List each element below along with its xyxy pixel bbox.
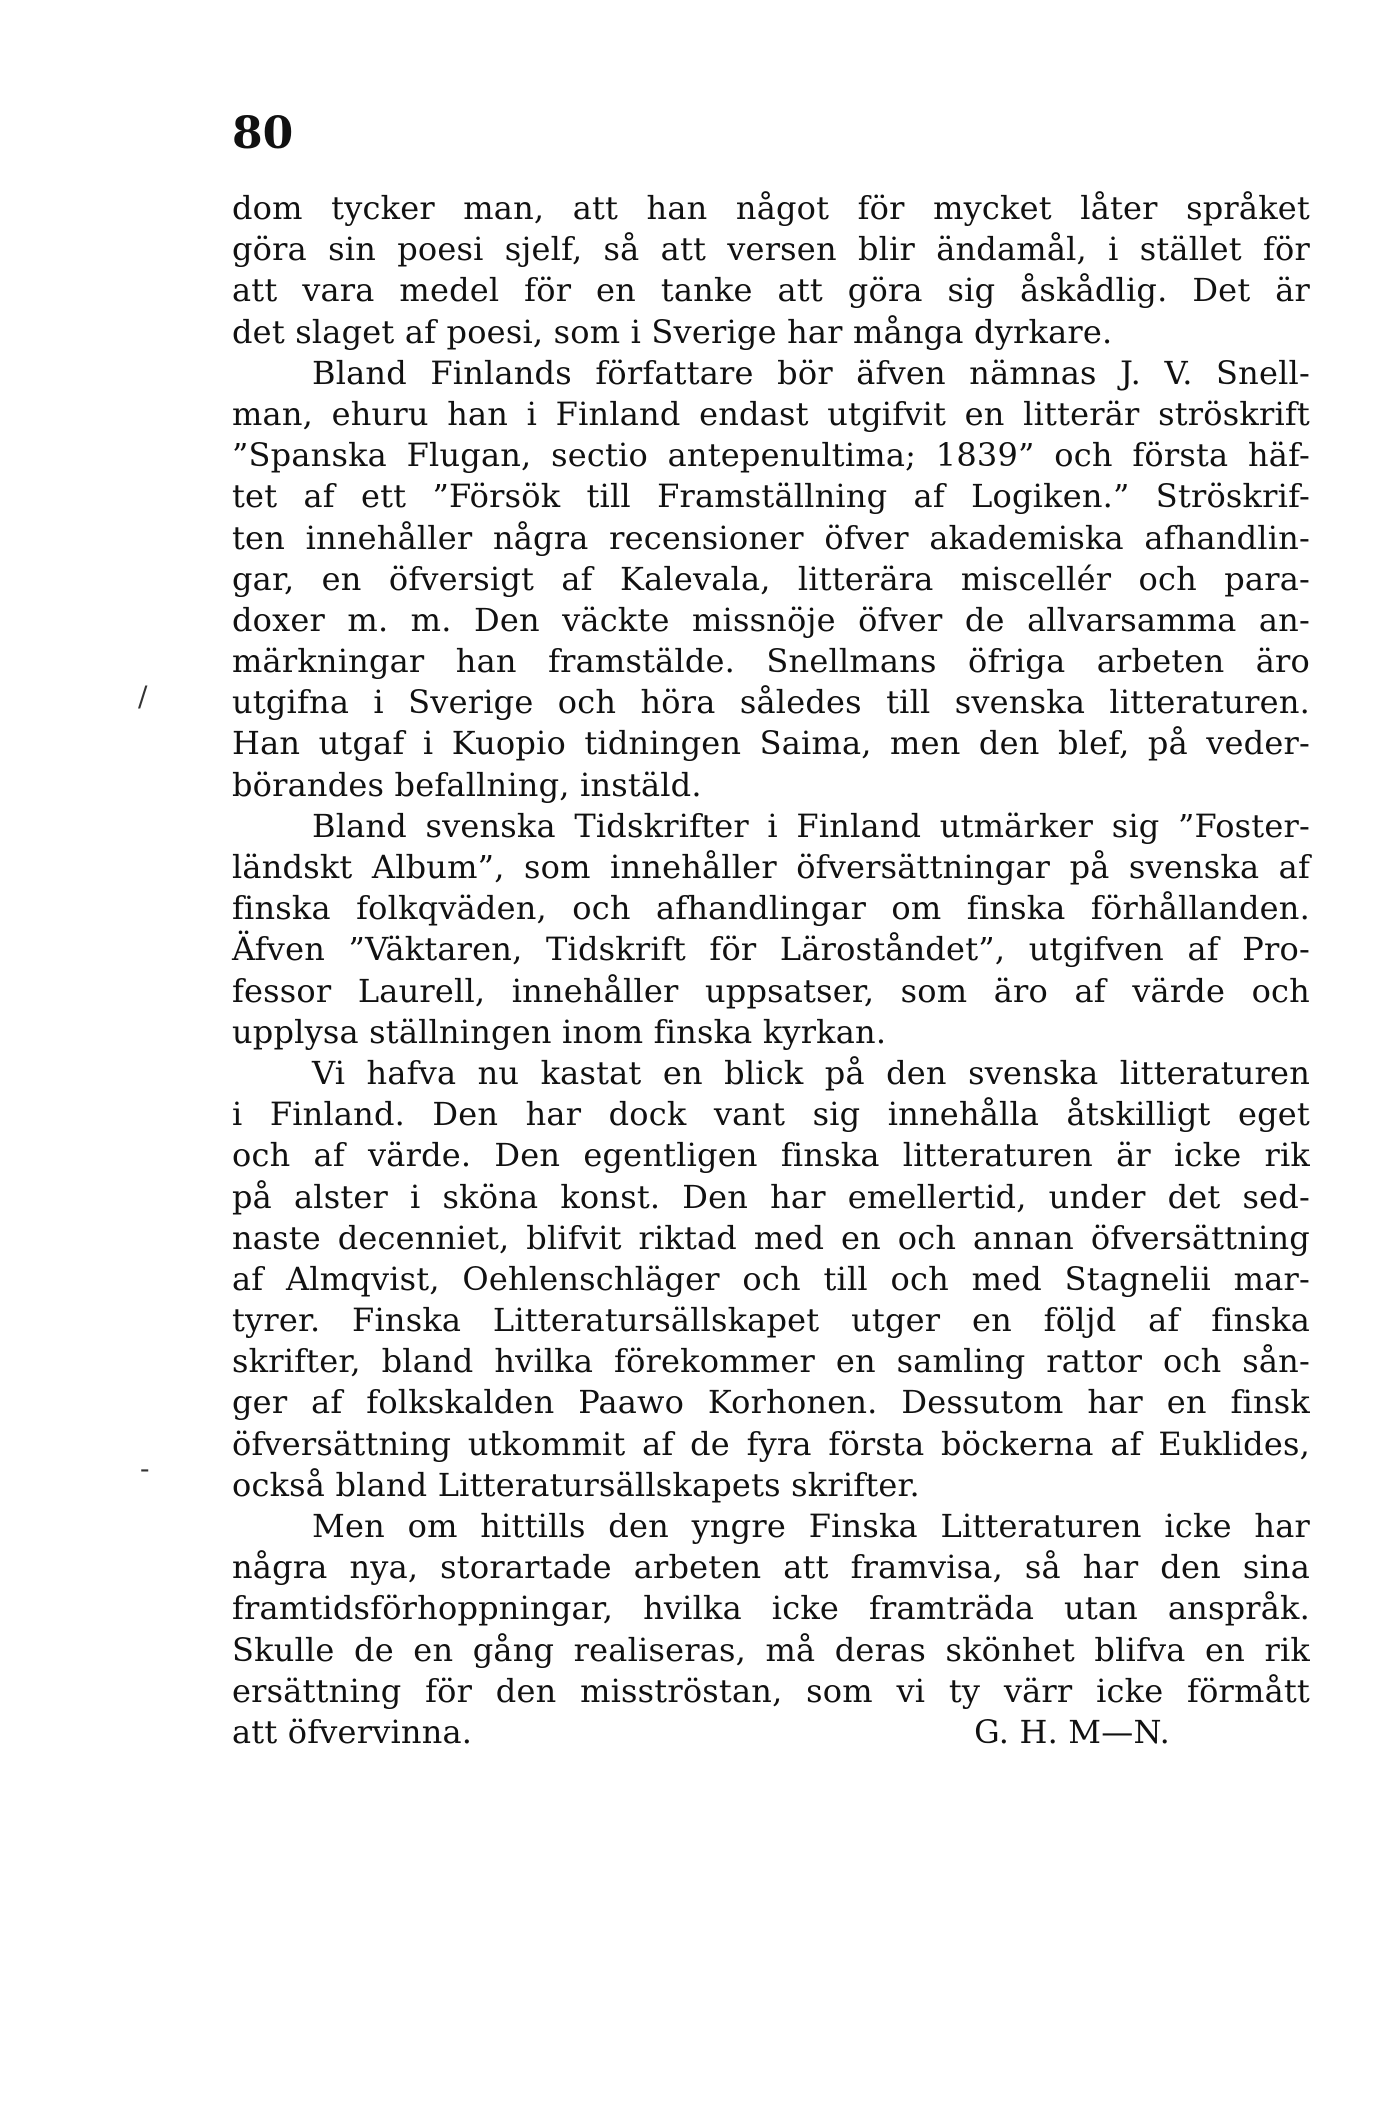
text-line: Men om hittills den yngre Finska Litteraturen icke har bbox=[312, 1507, 1310, 1545]
text-line: fessor Laurell, innehåller uppsatser, som äro af värde och bbox=[232, 971, 1310, 1010]
text-line: skrifter, bland hvilka förekommer en samling rattor och sån- bbox=[232, 1342, 1310, 1381]
text-line: och af värde. Den egentligen finska litteraturen är icke rik bbox=[232, 1136, 1310, 1175]
text-line: att vara medel för en tanke att göra sig åskådlig. Det är bbox=[232, 271, 1310, 310]
text-line: utgifna i Sverige och höra således till svenska litteraturen. bbox=[232, 683, 1310, 722]
text-line: på alster i sköna konst. Den har emellertid, under det sed- bbox=[232, 1177, 1310, 1216]
text-line: i Finland. Den har dock vant sig innehålla åtskilligt eget bbox=[232, 1095, 1310, 1134]
text-line: ländskt Album”, som innehåller öfversättningar på svenska af bbox=[232, 848, 1310, 886]
text-line: ”Spanska Flugan, sectio antepenultima; 1839” och första häf- bbox=[232, 436, 1310, 475]
text-lines bbox=[232, 188, 1310, 1712]
margin-mark-dash: - bbox=[140, 1452, 150, 1485]
text-line: finska folkqväden, och afhandlingar om finska förhållanden. bbox=[232, 889, 1310, 928]
author-signature: G. H. M—N. bbox=[974, 1712, 1170, 1751]
page-number: 80 bbox=[232, 108, 294, 159]
text-line: öfversättning utkommit af de fyra första böckerna af Euklides, bbox=[232, 1424, 1310, 1463]
text-line: Bland Finlands författare bör äfven nämnas J. V. Snell- bbox=[312, 353, 1310, 392]
text-line: några nya, storartade arbeten att framvisa, så har den sina bbox=[232, 1548, 1310, 1587]
text-line: Skulle de en gång realiseras, må deras skönhet blifva en rik bbox=[232, 1630, 1310, 1669]
text-line: ger af folkskalden Paawo Korhonen. Dessutom har en finsk bbox=[232, 1383, 1310, 1422]
final-line bbox=[232, 1712, 1310, 1753]
text-line: upplysa ställningen inom finska kyrkan. bbox=[232, 1012, 887, 1051]
text-line: det slaget af poesi, som i Sverige har många dyrkare. bbox=[232, 312, 1113, 351]
text-line: dom tycker man, att han något för mycket låter språket bbox=[232, 189, 1310, 227]
text-line: tyrer. Finska Litteratursällskapet utger en följd af finska bbox=[232, 1301, 1310, 1340]
text-line: börandes befallning, instäld. bbox=[232, 765, 702, 804]
text-line: man, ehuru han i Finland endast utgifvit en litterär ströskrift bbox=[232, 394, 1310, 433]
text-line: tet af ett ”Försök till Framställning af Logiken.” Ströskrif- bbox=[232, 477, 1310, 516]
text-line: märkningar han framstälde. Snellmans öfriga arbeten äro bbox=[232, 642, 1310, 681]
text-line: ersättning för den misströstan, som vi ty värr icke förmått bbox=[232, 1671, 1310, 1710]
final-line-text: att öfvervinna. bbox=[232, 1712, 473, 1751]
text-line: Bland svenska Tidskrifter i Finland utmärker sig ”Foster- bbox=[312, 806, 1310, 845]
text-line: Vi hafva nu kastat en blick på den svenska litteraturen bbox=[312, 1053, 1310, 1092]
text-line: ten innehåller några recensioner öfver akademiska afhandlin- bbox=[232, 518, 1310, 557]
text-line: naste decenniet, blifvit riktad med en och annan öfversättning bbox=[232, 1218, 1310, 1257]
body-text bbox=[232, 188, 1310, 1753]
text-line: också bland Litteratursällskapets skrifter. bbox=[232, 1465, 920, 1504]
text-line: af Almqvist, Oehlenschläger och till och med Stagnelii mar- bbox=[232, 1259, 1310, 1298]
text-line: doxer m. m. Den väckte missnöje öfver de allvarsamma an- bbox=[232, 600, 1310, 639]
text-line: göra sin poesi sjelf, så att versen blir ändamål, i stället för bbox=[232, 230, 1310, 269]
text-line: gar, en öfversigt af Kalevala, litterära miscellér och para- bbox=[232, 559, 1310, 598]
margin-mark-slash: / bbox=[138, 680, 148, 713]
text-line: Han utgaf i Kuopio tidningen Saima, men den blef, på veder- bbox=[232, 724, 1310, 763]
text-line: framtidsförhoppningar, hvilka icke framträda utan anspråk. bbox=[232, 1589, 1310, 1628]
text-line: Äfven ”Väktaren, Tidskrift för Läroståndet”, utgifven af Pro- bbox=[232, 930, 1310, 969]
